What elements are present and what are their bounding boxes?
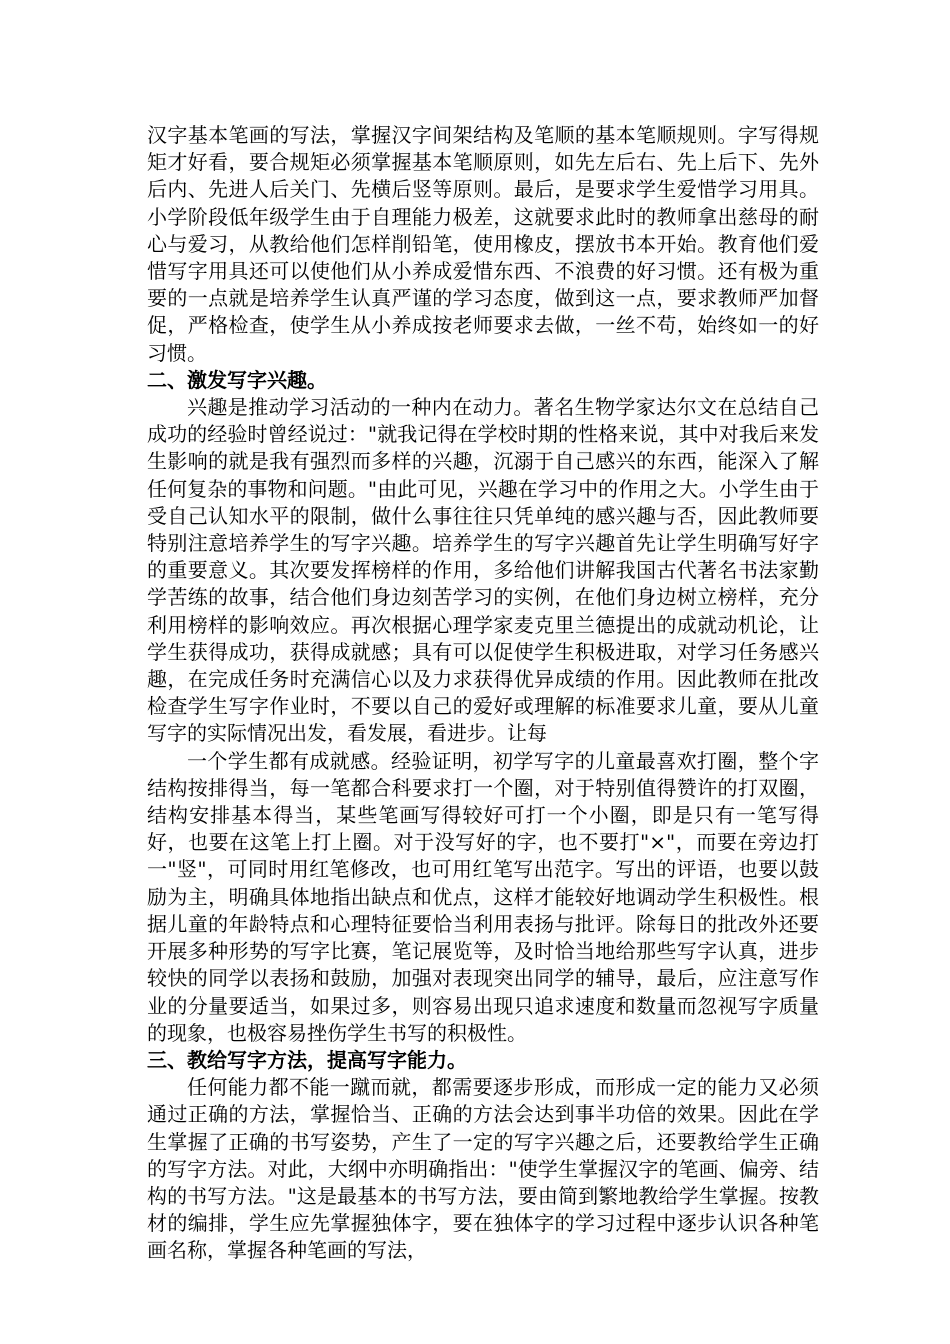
paragraph-method: 任何能力都不能一蹴而就，都需要逐步形成，而形成一定的能力又必须通过正确的方法，掌握恰当、正确的方法会达到事半功倍的效果。因此在学生掌握了正确的书写姿势，产生了一定的写字兴趣之后，还要教给学生正确的写字方法。对此，大纲中亦明确指出："使学生掌握汉字的笔画、偏旁、结构的书写方法。"这是最基本的书写方法，要由简到繁地教给学生掌握。按教材的编排，学生应先掌握独体字，要在独体字的学习过程中逐步认识各种笔画名称，掌握各种笔画的写法， xyxy=(147,1075,819,1263)
document-page xyxy=(147,122,819,1265)
paragraph-interest-1: 兴趣是推动学习活动的一种内在动力。著名生物学家达尔文在总结自己成功的经验时曾经说过："就我记得在学校时期的性格来说，其中对我后来发生影响的就是我有强烈而多样的兴趣，沉溺于自己感兴的东西，能深入了解任何复杂的事物和问题。"由此可见，兴趣在学习中的作用之大。小学生由于受自己认知水平的限制，做什么事往往只凭单纯的感兴趣与否，因此教师要特别注意培养学生的写字兴趣。培养学生的写字兴趣首先让学生明确写好字的重要意义。其次要发挥榜样的作用，多给他们讲解我国古代著名书法家勤学苦练的故事，结合他们身边刻苦学习的实例，在他们身边树立榜样，充分利用榜样的影响效应。再次根据心理学家麦克里兰德提出的成就动机论，让学生获得成功，获得成就感；具有可以促使学生积极进取，对学习任务感兴趣，在完成任务时充满信心以及力求获得优异成绩的作用。因此教师在批改检查学生写字作业时，不要以自己的爱好或理解的标准要求儿童，要从儿童写字的实际情况出发，看发展，看进步。让每 xyxy=(147,395,819,746)
section-heading-3: 三、教给写字方法，提高写字能力。 xyxy=(147,1047,467,1072)
paragraph-intro: 汉字基本笔画的写法，掌握汉字间架结构及笔顺的基本笔顺规则。字写得规矩才好看，要合规矩必须掌握基本笔顺原则，如先左后右、先上后下、先外后内、先进人后关门、先横后竖等原则。最后，是要求学生爱惜学习用具。小学阶段低年级学生由于自理能力极差，这就要求此时的教师拿出慈母的耐心与爱习，从教给他们怎样削铅笔，使用橡皮，摆放书本开始。教育他们爱惜写字用具还可以使他们从小养成爱惜东西、不浪费的好习惯。还有极为重要的一点就是培养学生认真严谨的学习态度，做到这一点，要求教师严加督促，严格检查，使学生从小养成按老师要求去做，一丝不苟，始终如一的好习惯。 xyxy=(147,123,819,365)
paragraph-interest-2: 一个学生都有成就感。经验证明，初学写字的儿童最喜欢打圈，整个字结构按排得当，每一笔都合科要求打一个圈，对于特别值得赞许的打双圈，结构安排基本得当，某些笔画写得较好可打一个小圈，即是只有一笔写得好，也要在这笔上打上圈。对于没写好的字，也不要打"×"，而要在旁边打一"竖"，可同时用红笔修改，也可用红笔写出范字。写出的评语，也要以鼓励为主，明确具体地指出缺点和优点，这样才能较好地调动学生积极性。根据儿童的年龄特点和心理特征要恰当利用表扬与批评。除每日的批改外还要开展多种形势的写字比赛，笔记展览等，及时恰当地给那些写字认真，进步较快的同学以表扬和鼓励，加强对表现突出同学的辅导，最后，应注意写作业的分量要适当，如果过多，则容易出现只追求速度和数量而忽视写字质量的现象，也极容易挫伤学生书写的积极性。 xyxy=(147,748,819,1045)
section-heading-2: 二、激发写字兴趣。 xyxy=(147,367,327,392)
